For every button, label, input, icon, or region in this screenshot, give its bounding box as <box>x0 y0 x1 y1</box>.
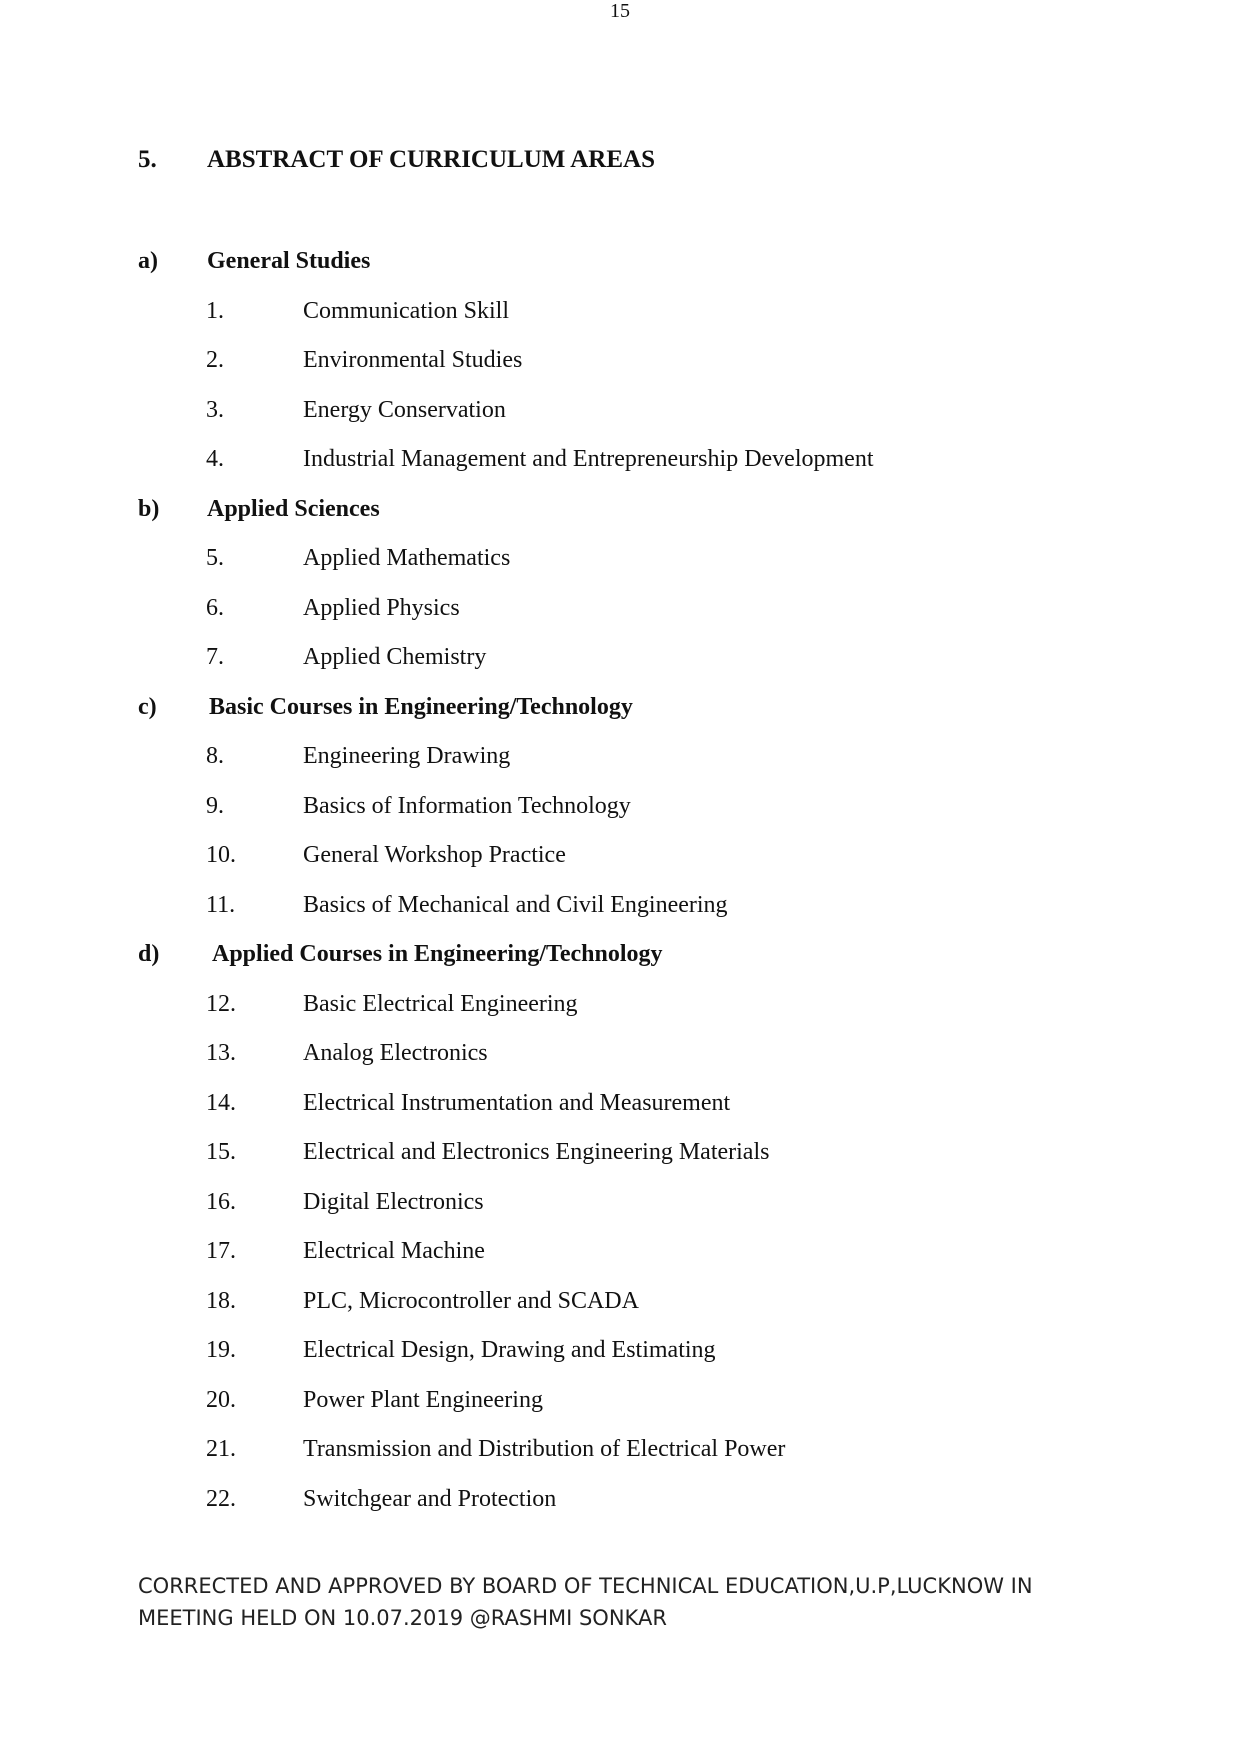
item-number: 3. <box>206 397 224 423</box>
list-item <box>206 1238 485 1265</box>
item-number: 14. <box>206 1090 236 1116</box>
list-item <box>206 1090 730 1117</box>
section-letter: b) <box>138 496 160 522</box>
heading-title: ABSTRACT OF CURRICULUM AREAS <box>207 146 655 173</box>
item-text: Applied Mathematics <box>303 545 511 571</box>
section-heading-applied-sciences <box>138 496 380 523</box>
item-text: General Workshop Practice <box>303 842 566 868</box>
item-number: 19. <box>206 1337 236 1363</box>
footer <box>138 1570 1118 1634</box>
section-title: Applied Courses in Engineering/Technology <box>212 941 663 967</box>
item-text: PLC, Microcontroller and SCADA <box>303 1288 639 1314</box>
item-text: Analog Electronics <box>303 1040 488 1066</box>
section-heading-general-studies <box>138 248 370 275</box>
section-title: Applied Sciences <box>207 496 380 522</box>
item-text: Electrical Instrumentation and Measurement <box>303 1090 731 1116</box>
item-number: 11. <box>206 892 236 918</box>
section-title: General Studies <box>207 248 371 274</box>
item-number: 5. <box>206 545 224 571</box>
list-item <box>206 446 873 473</box>
item-text: Communication Skill <box>303 298 510 324</box>
item-number: 6. <box>206 595 224 621</box>
item-text: Basic Electrical Engineering <box>303 991 578 1017</box>
item-number: 8. <box>206 743 224 769</box>
list-item <box>206 1288 639 1315</box>
list-item <box>206 1189 484 1216</box>
item-text: Transmission and Distribution of Electrical Power <box>303 1436 786 1462</box>
item-number: 15. <box>206 1139 236 1165</box>
item-text: Applied Chemistry <box>303 644 487 670</box>
list-item <box>206 644 486 671</box>
list-item <box>206 1139 769 1166</box>
section-letter: c) <box>138 694 157 720</box>
item-number: 4. <box>206 446 224 472</box>
item-number: 18. <box>206 1288 236 1314</box>
item-number: 10. <box>206 842 236 868</box>
item-text: Electrical Design, Drawing and Estimating <box>303 1337 716 1363</box>
list-item <box>206 1436 785 1463</box>
list-item <box>206 1337 716 1364</box>
list-item <box>206 347 522 374</box>
footer-line-1: CORRECTED AND APPROVED BY BOARD OF TECHNICAL EDUCATION,U.P,LUCKNOW IN <box>138 1574 1033 1598</box>
item-text: Electrical Machine <box>303 1238 485 1264</box>
item-text: Environmental Studies <box>303 347 523 373</box>
list-item <box>206 1387 543 1414</box>
list-item <box>206 991 578 1018</box>
item-number: 17. <box>206 1238 236 1264</box>
item-number: 20. <box>206 1387 236 1413</box>
section-letter: d) <box>138 941 160 967</box>
item-text: Industrial Management and Entrepreneurship Development <box>303 446 874 472</box>
section-title: Basic Courses in Engineering/Technology <box>209 694 633 720</box>
item-text: Power Plant Engineering <box>303 1387 543 1413</box>
page-heading <box>138 146 655 174</box>
list-item <box>206 1486 556 1513</box>
list-item <box>206 545 510 572</box>
list-item <box>206 397 506 424</box>
item-text: Digital Electronics <box>303 1189 484 1215</box>
item-text: Switchgear and Protection <box>303 1486 557 1512</box>
list-item <box>206 743 510 770</box>
item-number: 7. <box>206 644 224 670</box>
item-text: Energy Conservation <box>303 397 506 423</box>
list-item <box>206 595 460 622</box>
item-text: Engineering Drawing <box>303 743 511 769</box>
list-item <box>206 842 566 869</box>
item-text: Basics of Information Technology <box>303 793 631 819</box>
item-number: 1. <box>206 298 224 324</box>
item-text: Basics of Mechanical and Civil Engineering <box>303 892 728 918</box>
section-letter: a) <box>138 248 158 274</box>
item-text: Applied Physics <box>303 595 460 621</box>
item-number: 2. <box>206 347 224 373</box>
list-item <box>206 1040 488 1067</box>
footer-line-2: MEETING HELD ON 10.07.2019 @RASHMI SONKAR <box>138 1606 667 1630</box>
heading-number: 5. <box>138 146 157 173</box>
item-number: 16. <box>206 1189 236 1215</box>
item-number: 12. <box>206 991 236 1017</box>
section-heading-applied-courses <box>138 941 663 968</box>
list-item <box>206 298 509 325</box>
item-number: 22. <box>206 1486 236 1512</box>
item-number: 21. <box>206 1436 236 1462</box>
list-item <box>206 892 728 919</box>
item-number: 13. <box>206 1040 236 1066</box>
section-heading-basic-courses <box>138 694 633 721</box>
item-text: Electrical and Electronics Engineering Materials <box>303 1139 770 1165</box>
page-number: 15 <box>610 0 630 22</box>
list-item <box>206 793 631 820</box>
item-number: 9. <box>206 793 224 819</box>
